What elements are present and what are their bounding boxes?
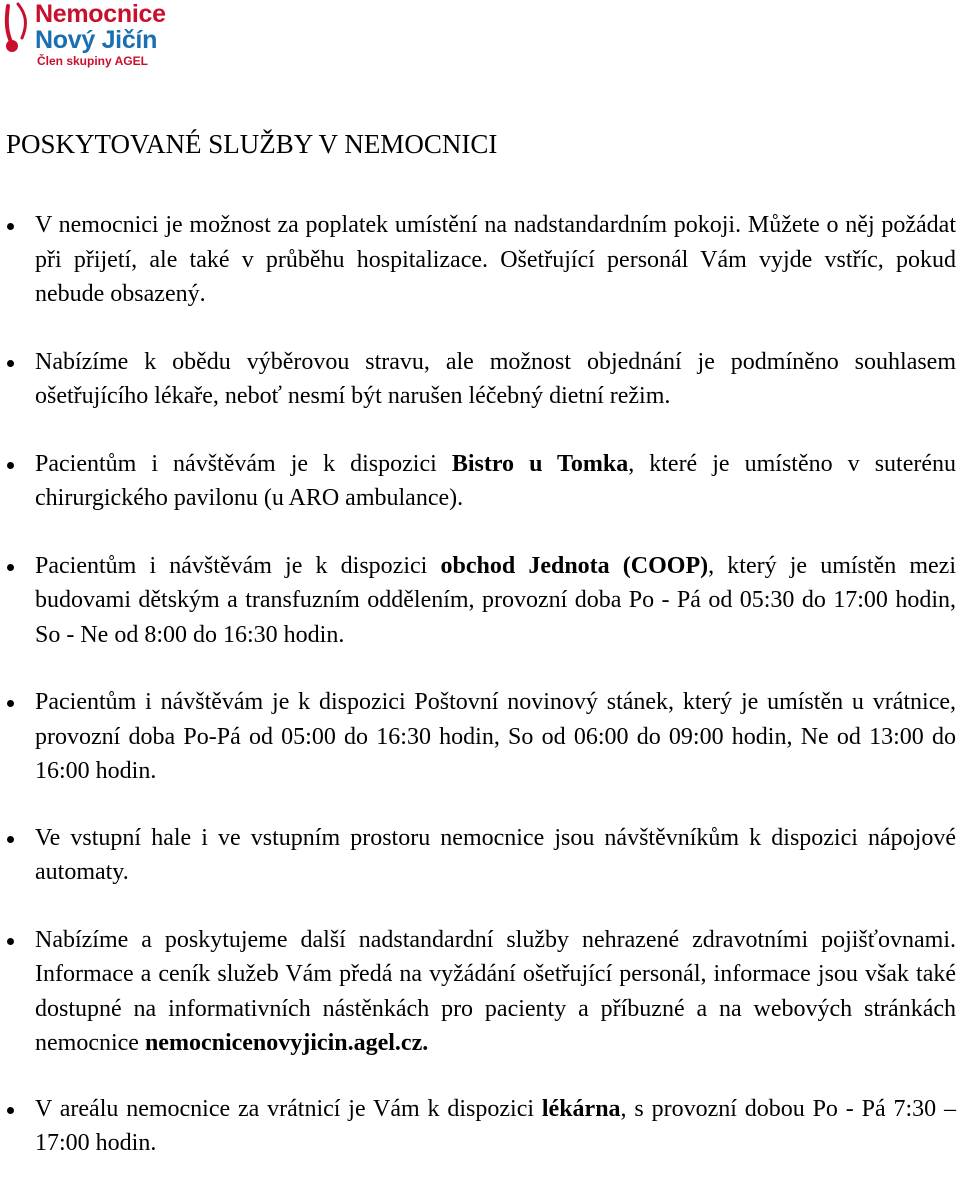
list-item [0, 549, 958, 653]
item-text-pre: Pacientům i návštěvám je k dispozici [35, 450, 452, 477]
item-text-post: , který je umístěn mezi budovami dětským a transfuzním oddělením, provozní doba Po - Pá od 05:30 do 17:00 hodin, So - Ne od 8:00 do 16:30 hodin. [35, 552, 956, 648]
bullet-icon [7, 836, 14, 843]
bullet-icon [7, 938, 14, 945]
shop-name: obchod Jednota (COOP) [440, 552, 709, 579]
list-item [0, 1092, 958, 1161]
bullet-icon [7, 360, 14, 367]
logo-mark-icon [0, 0, 36, 60]
list-item [0, 685, 958, 789]
bullet-icon [7, 223, 14, 230]
services-list [0, 208, 958, 1194]
list-item [0, 345, 958, 414]
hospital-logo [0, 0, 200, 80]
item-text-post: , které je umístěno v suterénu chirurgického pavilonu (u ARO ambulance). [35, 450, 956, 511]
item-text-pre: V areálu nemocnice za vrátnicí je Vám k dispozici [35, 1095, 542, 1122]
logo-text-line2: Nový Jičín [35, 26, 158, 54]
page-title: POSKYTOVANÉ SLUŽBY V NEMOCNICI [6, 129, 498, 159]
item-text: Pacientům i návštěvám je k dispozici Poštovní novinový stánek, který je umístěn u vrátnice, provozní doba Po-Pá od 05:00 do 16:30 hodin, So od 06:00 do 09:00 hodin, Ne od 13:00 do 16:00 hodin. [35, 689, 956, 784]
item-text-pre: Nabízíme a poskytujeme další nadstandardní služby nehrazené zdravotními pojišťovnami. Informace a ceník služeb Vám předá na vyžádání ošetřující personál, informace jsou však také dostupné na informativních nástěnkách pro pacienty a příbuzné a na webových stránkách nemocnice [35, 926, 956, 1056]
bullet-icon [7, 1107, 14, 1114]
logo-text-line1: Nemocnice [35, 0, 166, 28]
bullet-icon [7, 462, 14, 469]
item-text-post: , s provozní dobou Po - Pá 7:30 – 17:00 hodin. [35, 1095, 956, 1156]
logo-tagline: Člen skupiny AGEL [37, 54, 148, 68]
website-link[interactable]: nemocnicenovyjicin.agel.cz. [144, 1030, 429, 1056]
item-text: V nemocnici je možnost za poplatek umístění na nadstandardním pokoji. Můžete o něj požádat při přijetí, ale také v průběhu hospitalizace. Ošetřující personál Vám vyjde vstříc, pokud nebude obsazený. [35, 212, 956, 307]
item-text-pre: Pacientům i návštěvám je k dispozici [35, 552, 441, 579]
bullet-icon [7, 564, 14, 571]
list-item [0, 923, 958, 1061]
pharmacy-name: lékárna [541, 1095, 621, 1122]
list-item [0, 821, 958, 890]
bistro-name: Bistro u Tomka [451, 450, 629, 477]
item-text: Nabízíme k obědu výběrovou stravu, ale možnost objednání je podmíněno souhlasem ošetřujícího lékaře, neboť nesmí být narušen léčebný dietní režim. [35, 348, 956, 409]
bullet-icon [7, 700, 14, 707]
list-item [0, 208, 958, 312]
list-item [0, 447, 958, 516]
item-text: Ve vstupní hale i ve vstupním prostoru nemocnice jsou návštěvníkům k dispozici nápojové automaty. [35, 824, 956, 885]
